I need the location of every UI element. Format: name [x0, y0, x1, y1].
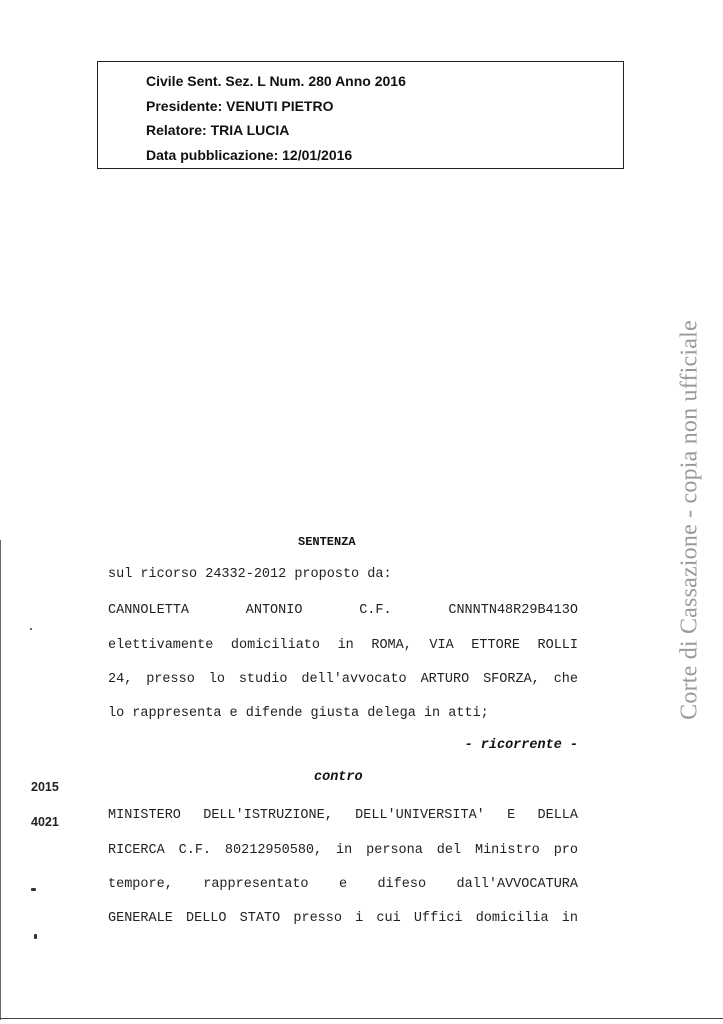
margin-year: 2015	[31, 780, 59, 794]
scan-left-edge	[0, 540, 1, 1020]
scan-speck	[34, 934, 37, 939]
case-header-box	[97, 61, 624, 169]
header-presidente: Presidente: VENUTI PIETRO	[146, 97, 334, 114]
appellant-surname: CANNOLETTA	[108, 603, 190, 618]
appellant-cf-code: CNNNTN48R29B413O	[448, 603, 578, 618]
appellant-cf-label: C.F.	[359, 603, 392, 618]
appellant-line-3: lo rappresenta e difende giusta delega in atti;	[108, 706, 489, 721]
scan-speck	[30, 628, 32, 630]
header-publication-date: Data pubblicazione: 12/01/2016	[146, 146, 353, 163]
respondent-line-1: MINISTERO DELL'ISTRUZIONE, DELL'UNIVERSITA' E DELLA	[108, 808, 578, 823]
appellant-name-line	[108, 603, 578, 618]
contro-label: contro	[314, 770, 363, 785]
margin-number: 4021	[31, 815, 59, 829]
appellant-line-1: elettivamente domiciliato in ROMA, VIA ETTORE ROLLI	[108, 638, 578, 653]
scan-bottom-edge	[0, 1018, 723, 1019]
respondent-line-2: RICERCA C.F. 80212950580, in persona del Ministro pro	[108, 843, 578, 858]
ricorso-line: sul ricorso 24332-2012 proposto da:	[108, 567, 392, 582]
header-relatore: Relatore: TRIA LUCIA	[146, 122, 290, 138]
watermark-text: Corte di Cassazione - copia non ufficiale	[676, 320, 703, 720]
scan-speck	[31, 888, 36, 891]
appellant-line-2: 24, presso lo studio dell'avvocato ARTURO SFORZA, che	[108, 672, 578, 687]
document-title: SENTENZA	[298, 535, 356, 549]
respondent-line-3: tempore, rappresentato e difeso dall'AVVOCATURA	[108, 877, 578, 892]
appellant-role: - ricorrente -	[464, 738, 578, 753]
respondent-line-4: GENERALE DELLO STATO presso i cui Uffici domicilia in	[108, 911, 578, 926]
header-case-reference: Civile Sent. Sez. L Num. 280 Anno 2016	[146, 73, 406, 89]
appellant-firstname: ANTONIO	[245, 603, 303, 618]
